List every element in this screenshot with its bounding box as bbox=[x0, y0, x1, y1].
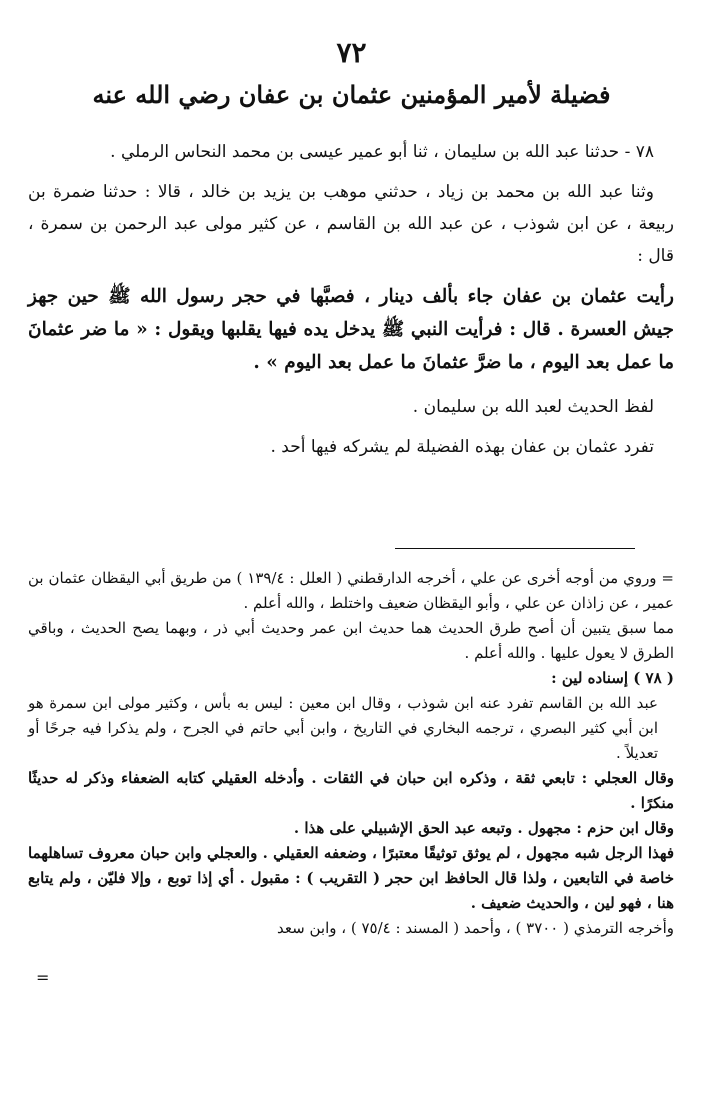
footnote-ibn-hazm: وقال ابن حزم : مجهول . وتبعه عبد الحق الإشبيلي على هذا . bbox=[293, 819, 674, 837]
footnote-verdict: فهذا الرجل شبه مجهول ، لم يوثق توثيقًا معتبرًا ، وضعفه العقيلي . والعجلي وابن حبان معروف تساهلهما خاصة في التابعين ، ولذا قال الحافظ ابن حجر ( التقريب ) : مقبول . أي إذا توبع ، وإلا فليّن ، ولم يتابع هنا ، فهو لين ، والحديث ضعيف . bbox=[28, 844, 674, 912]
wording-note: لفظ الحديث لعبد الله بن سليمان . bbox=[412, 397, 654, 417]
footnote-conclusion: مما سبق يتبين أن أصح طرق الحديث هما حديث ابن عمر وحديث أبي ذر ، وبهما يصح الحديث ، وباقي الطرق لا يعول عليها . والله أعلم . bbox=[28, 619, 674, 662]
hadith-isnad-2: وثنا عبد الله بن محمد بن زياد ، حدثني موهب بن يزيد بن خالد ، قالا : حدثنا ضمرة بن ربيعة ، عن ابن شوذب ، عن عبد الله بن القاسم ، عن كثير مولى عبد الرحمن بن سمرة ، قال : bbox=[28, 182, 674, 266]
footnote-divider bbox=[395, 548, 635, 549]
footnotes bbox=[28, 566, 674, 941]
footnote-narrators: عبد الله بن القاسم تفرد عنه ابن شوذب ، وقال ابن معين : ليس به بأس ، وكثير مولى ابن سمرة هو ابن أبي كثير البصري ، ترجمه البخاري في التاريخ ، وابن أبي حاتم في الجرح ، ولم يذكرا فيه جرحًا أو تعديلاً . bbox=[28, 694, 658, 762]
main-text bbox=[28, 136, 674, 471]
chapter-title: فضيلة لأمير المؤمنين عثمان بن عفان رضي الله عنه bbox=[92, 80, 611, 109]
footnote-heading: ( ٧٨ ) إسناده لين : bbox=[551, 669, 674, 687]
hadith-isnad-1: ٧٨ - حدثنا عبد الله بن سليمان ، ثنا أبو عمير عيسى بن محمد النحاس الرملي . bbox=[110, 142, 654, 162]
uniqueness-note: تفرد عثمان بن عفان بهذه الفضيلة لم يشركه فيها أحد . bbox=[270, 437, 654, 457]
continuation-mark: = bbox=[36, 968, 50, 987]
footnote-continuation: = وروي من أوجه أخرى عن علي ، أخرجه الدارقطني ( العلل : ١٣٩/٤ ) من طريق أبي اليقظان عثمان بن عمير ، عن زاذان عن علي ، وأبو اليقظان ضعيف واختلط ، والله أعلم . bbox=[28, 569, 674, 612]
page-number: ٧٢ bbox=[336, 36, 367, 69]
footnote-takhrij: وأخرجه الترمذي ( ٣٧٠٠ ) ، وأحمد ( المسند : ٧٥/٤ ) ، وابن سعد bbox=[277, 919, 674, 937]
hadith-matn: رأيت عثمان بن عفان جاء بألف دينار ، فصبَّها في حجر رسول الله ﷺ حين جهز جيش العسرة . قال : فرأيت النبي ﷺ يدخل يده فيها يقلبها ويقول : « ما ضر عثمانَ ما عمل بعد اليوم ، ما ضرَّ عثمانَ ما عمل بعد اليوم » . bbox=[28, 286, 674, 373]
footnote-ajli: وقال العجلي : تابعي ثقة ، وذكره ابن حبان في الثقات . وأدخله العقيلي كتابه الضعفاء وذكر له حديثًا منكرًا . bbox=[28, 769, 674, 812]
